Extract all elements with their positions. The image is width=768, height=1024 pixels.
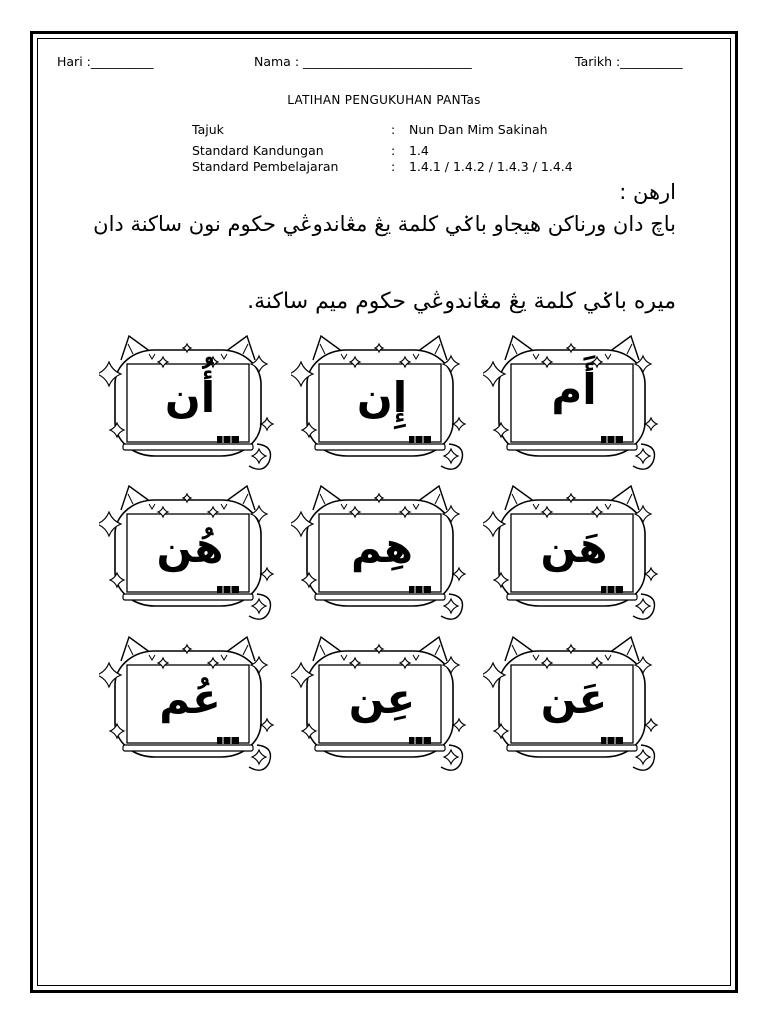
meta-label-pembelajaran: Standard Pembelajaran xyxy=(192,159,339,174)
word-card[interactable] xyxy=(483,635,661,777)
meta-sep-kandungan: : xyxy=(391,143,396,158)
card-word: أَم xyxy=(551,365,597,414)
word-card[interactable] xyxy=(483,334,661,476)
arahan-instruction-1: باچ دان ورناکن هيجاو باݢي کلمة يڠ مڠاندوڠي حکوم نون ساکنة دان xyxy=(93,212,676,236)
arahan-instruction-2: ميره باݢي کلمة يڠ مڠاندوڠي حکوم ميم ساکنة. xyxy=(247,289,676,314)
meta-sep-tajuk: : xyxy=(391,122,396,137)
meta-value-kandungan: 1.4 xyxy=(409,143,429,158)
hari-field[interactable]: Hari :__________ xyxy=(57,54,154,69)
word-card[interactable] xyxy=(99,635,277,777)
word-card[interactable] xyxy=(291,635,469,777)
meta-value-tajuk: Nun Dan Mim Sakinah xyxy=(409,122,548,137)
word-card[interactable] xyxy=(291,484,469,626)
card-word: هِم xyxy=(350,523,414,572)
card-word: عُم xyxy=(159,674,221,723)
nama-field[interactable]: Nama : ___________________________ xyxy=(254,54,472,69)
worksheet-title: LATIHAN PENGUKUHAN PANTas xyxy=(287,93,481,107)
word-card[interactable] xyxy=(99,484,277,626)
word-card[interactable] xyxy=(99,334,277,476)
card-word: أُن xyxy=(164,373,216,422)
meta-sep-pembelajaran: : xyxy=(391,159,396,174)
word-card[interactable] xyxy=(291,334,469,476)
word-card[interactable] xyxy=(483,484,661,626)
card-word: هَن xyxy=(540,523,608,572)
meta-label-kandungan: Standard Kandungan xyxy=(192,143,324,158)
card-word: هُن xyxy=(156,523,224,572)
tarikh-field[interactable]: Tarikh :__________ xyxy=(575,54,683,69)
meta-value-pembelajaran: 1.4.1 / 1.4.2 / 1.4.3 / 1.4.4 xyxy=(409,159,573,174)
card-word: عَن xyxy=(540,674,608,723)
arahan-label: ارهن : xyxy=(619,180,676,204)
card-word: عِن xyxy=(348,674,416,723)
meta-label-tajuk: Tajuk xyxy=(192,122,224,137)
card-word: إِن xyxy=(356,373,408,422)
